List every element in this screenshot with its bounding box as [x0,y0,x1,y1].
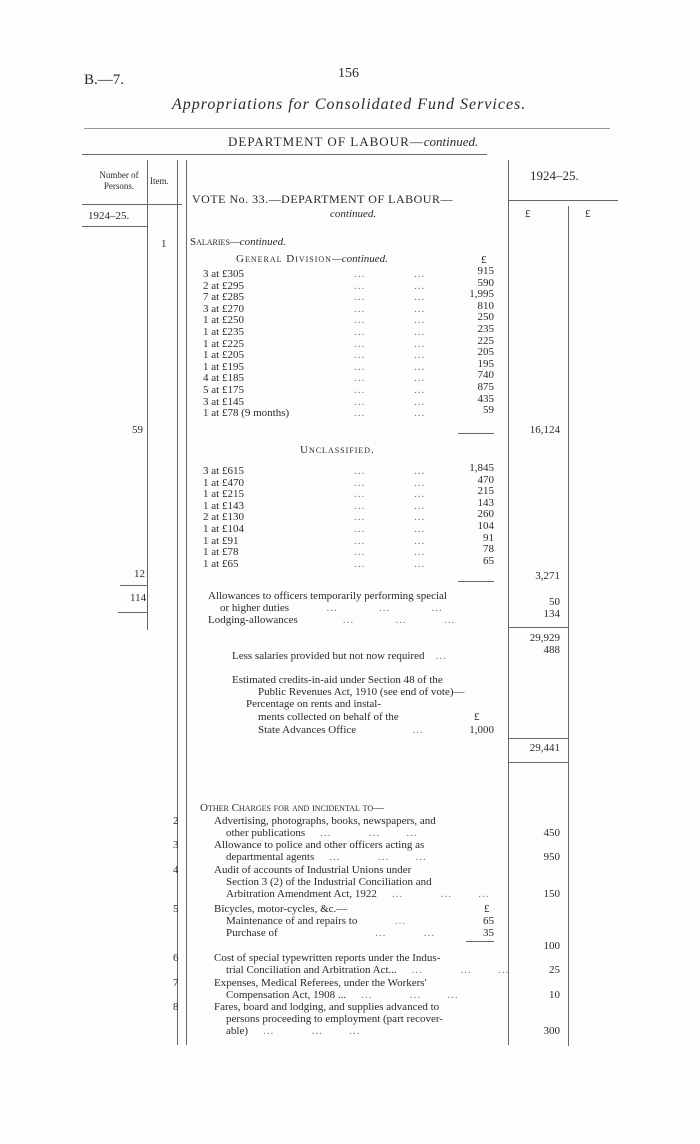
charge-item-number: 8 [173,1001,179,1013]
charge-line3-text: able) [226,1025,248,1037]
salary-row-label: 1 at £250 [203,314,244,327]
col-pound-2: £ [585,208,591,220]
col-rule-right [508,160,509,1045]
lodging-label: Lodging-allowances [208,614,298,626]
bicycles-purchase-label: Purchase of [226,927,278,939]
less-salaries-line: Less salaries provided but not now required ... [232,650,447,662]
net-total: 29,441 [529,742,560,754]
col-header-item: Item. [150,176,169,186]
department-heading [228,134,478,150]
salary-row-leader: ... ... [354,302,426,315]
allowances-label-2: or higher duties [220,602,290,614]
salary-row-label: 1 at £78 [203,546,239,559]
col-header-number-persons: Number of Persons. [99,170,139,191]
credits-line-3: Percentage on rents and instal- [246,698,382,710]
col-rule-persons [147,160,148,630]
salary-row-label: 1 at £225 [203,337,244,350]
salary-row-leader: ... ... [354,395,426,408]
charge-line-1: Advertising, photographs, books, newspapers, and [214,815,436,827]
col-header-year-right: 1924–25. [530,168,579,183]
salary-row-amount: 65 [483,554,494,567]
unclassified-total: 3,271 [535,570,560,582]
charge-amount: 150 [543,888,560,900]
general-sum-rule [458,433,494,434]
salary-row-amount: 250 [477,311,494,324]
col-header-rule [82,204,182,205]
charge-line-1: Cost of special typewritten reports under the Indus- [214,952,441,964]
net-rule-top [508,738,568,739]
salary-row-label: 1 at £65 [203,557,239,570]
salary-row-label: 1 at £143 [203,499,244,512]
page-title: Appropriations for Consolidated Fund Services. [172,96,527,113]
unclassified-sum-rule [458,581,494,582]
vote-subtitle: continued. [330,208,377,220]
charge-amount: 10 [549,989,560,1001]
charge-line2: departmental agents ... ... ... [226,851,427,863]
bicycles-total: 100 [543,940,560,952]
salary-row-label: 1 at £78 (9 months) [203,407,290,420]
salary-row-leader: ... ... [354,326,426,338]
charge-item-number: 2 [173,815,179,827]
other-charges-heading: Other Charges for and incidental to— [200,802,385,814]
bicycles-pound: £ [484,903,490,915]
salary-row-label: 2 at £130 [203,511,244,524]
charge-line2-text: other publications [226,827,306,839]
bicycles-purchase: Purchase of ... ... [226,927,436,939]
salary-row-amount: 59 [483,404,494,417]
salary-row-label: 2 at £295 [203,279,244,292]
salary-row-amount: 810 [477,299,494,312]
general-division-cont: —continued. [331,253,388,265]
charge-line2: Compensation Act, 1908 ... ... ... ... [226,989,459,1001]
col-header-rule-right [508,200,618,201]
charge-line-1: Allowance to police and other officers acting as [214,839,425,851]
salary-row-leader: ... ... [354,314,426,327]
salary-row-label: 7 at £285 [203,291,244,304]
salaries-heading-cont: —continued. [229,236,286,248]
salary-row-label: 3 at £145 [203,395,244,408]
salary-row-amount: 915 [477,265,494,277]
col-rule-desc [186,160,187,1045]
salary-row-amount: 143 [477,496,494,509]
charge-item-number: 4 [173,864,179,876]
allowances-line-2: or higher duties ... ... ... [220,602,443,614]
net-rule-bottom [508,762,568,763]
subtotal-rule [508,627,568,628]
charge-line-1: Audit of accounts of Industrial Unions under [214,864,412,876]
charge-line-1: Fares, board and lodging, and supplies advanced to [214,1001,440,1013]
credits-amount: 1,000 [469,724,494,736]
salary-row-amount: 215 [477,485,494,498]
bicycles-maint: Maintenance of and repairs to ... [226,915,407,927]
charge-amount: 25 [549,964,560,976]
unclassified-heading: Unclassified. [300,444,375,456]
col-rule-amount [568,206,569,1046]
charge-line2-text: trial Conciliation and Arbitration Act... [226,964,397,976]
salary-row-label: 1 at £104 [203,523,244,535]
salary-row-label: 1 at £195 [203,360,244,373]
salary-row-label: 4 at £185 [203,372,244,385]
page-number: 156 [338,66,359,81]
salary-row-amount: 91 [483,531,494,544]
charge-line3-text: Arbitration Amendment Act, 1922 [226,888,377,900]
salary-row-label: 1 at £470 [203,476,244,489]
salary-row-leader: ... ... [354,360,426,373]
salary-row-amount: 225 [477,334,494,347]
salary-row-amount: 435 [477,392,494,405]
charge-item-number: 7 [173,977,179,989]
charge-line2: trial Conciliation and Arbitration Act... ... ... ... [226,964,510,976]
credits-label-5: State Advances Office [258,724,357,736]
charge-line3: Arbitration Amendment Act, 1922 ... ... ... [226,888,490,900]
bicycles-maint-label: Maintenance of and repairs to [226,915,358,927]
charge-item-number: 6 [173,952,179,964]
charge-line3: able) ... ... ... [226,1025,361,1037]
total-persons: 114 [130,592,147,604]
allowances-line-1: Allowances to officers temporarily performing special [208,590,447,602]
salary-row-amount: 1,845 [469,462,494,474]
less-amount: 488 [543,644,560,656]
general-pound: £ [481,254,487,266]
charge-line2-text: Compensation Act, 1908 ... [226,989,347,1001]
salary-row-amount: 78 [483,543,494,556]
persons-sum-rule [120,585,148,586]
salary-row-leader: ... ... [354,534,426,547]
lodging-amount: 134 [543,608,560,620]
salary-row-leader: ... ... [354,349,426,362]
salary-row-label: 1 at £215 [203,488,244,501]
unclassified-persons: 12 [134,568,145,580]
table-top-rule [82,154,487,155]
salary-row-leader: ... ... [354,291,426,304]
salary-row-amount: 875 [477,381,494,393]
document-ref: B.—7. [84,72,125,88]
general-division-label: General Division [236,253,332,265]
general-total: 16,124 [529,424,560,436]
col-pound-1: £ [525,208,531,220]
general-persons: 59 [132,424,143,436]
charge-line2: other publications ... ... ... [226,827,418,839]
bicycles-maint-amount: 65 [483,915,494,927]
col-header-rule-2 [82,226,148,227]
salary-row-leader: ... ... [354,488,426,501]
salary-row-leader: ... ... [354,372,426,385]
vote-title: VOTE No. 33.—DEPARTMENT OF LABOUR— [192,192,453,206]
general-division-heading [236,253,388,265]
subtotal: 29,929 [529,632,560,644]
charge-item-number: 3 [173,839,179,851]
department-label: DEPARTMENT OF LABOUR— [228,134,424,149]
salary-row-leader: ... ... [354,476,426,489]
col-header-year-left: 1924–25. [88,210,130,222]
salary-row-label: 1 at £91 [203,534,239,547]
charge-line-1: Expenses, Medical Referees, under the Workers' [214,977,427,989]
charge-amount: 450 [543,827,560,839]
salary-row-leader: ... ... [354,465,426,477]
charge-amount: 300 [543,1025,560,1037]
salary-row-leader: ... ... [354,268,426,280]
credits-pound: £ [474,711,480,723]
salary-row-amount: 590 [477,276,494,289]
less-salaries-label: Less salaries provided but not now required [232,650,425,662]
allowances-amount: 50 [549,596,560,608]
credits-line-1: Estimated credits-in-aid under Section 48 of the [232,674,443,686]
salary-row-amount: 260 [477,508,494,521]
salary-row-leader: ... ... [354,523,426,535]
bicycles-label: Bicycles, motor-cycles, &c.— [214,903,348,915]
salary-row-leader: ... ... [354,557,426,570]
salary-row-label: 5 at £175 [203,384,244,396]
salary-row-label: 3 at £305 [203,268,244,280]
salary-row-label: 1 at £205 [203,349,244,362]
salary-row-amount: 470 [477,473,494,486]
salary-row-leader: ... ... [354,511,426,524]
salary-row-label: 3 at £615 [203,465,244,477]
persons-end-rule [118,612,148,613]
salary-row-leader: ... ... [354,407,426,420]
salary-row-amount: 1,995 [469,288,494,301]
bicycles-purchase-amount: 35 [483,927,494,939]
salary-row-leader: ... ... [354,546,426,559]
charge-amount: 950 [543,851,560,863]
charge-line2-text: persons proceeding to employment (part recover- [226,1013,443,1025]
salaries-heading-label: Salaries [190,236,230,248]
charge-line2 [226,1013,443,1025]
salary-row-leader: ... ... [354,279,426,292]
header-rule [84,128,610,129]
salary-row-leader: ... ... [354,384,426,396]
salary-row-amount: 205 [477,346,494,359]
salaries-item-number: 1 [161,238,167,250]
salary-row-label: 1 at £235 [203,326,244,338]
credits-line-4: ments collected on behalf of the [258,711,399,723]
salary-row-label: 3 at £270 [203,302,244,315]
charge-line2-text: Section 3 (2) of the Industrial Conciliation and [226,876,432,888]
credits-line-5: State Advances Office ... [258,724,424,736]
charge-line2-text: departmental agents [226,851,315,863]
department-cont: continued. [423,134,479,149]
salary-row-leader: ... ... [354,337,426,350]
salary-row-amount: 235 [477,323,494,335]
salaries-heading [190,236,286,248]
lodging-line: Lodging-allowances ... ... ... [208,614,456,626]
credits-line-2: Public Revenues Act, 1910 (see end of vote)— [258,686,465,698]
salary-row-amount: 104 [477,520,494,532]
bicycles-item-number: 5 [173,903,179,915]
bicycles-sum-rule [466,941,494,942]
salary-row-amount: 195 [477,357,494,370]
salary-row-amount: 740 [477,369,494,382]
charge-line2 [226,876,432,888]
salary-row-leader: ... ... [354,499,426,512]
